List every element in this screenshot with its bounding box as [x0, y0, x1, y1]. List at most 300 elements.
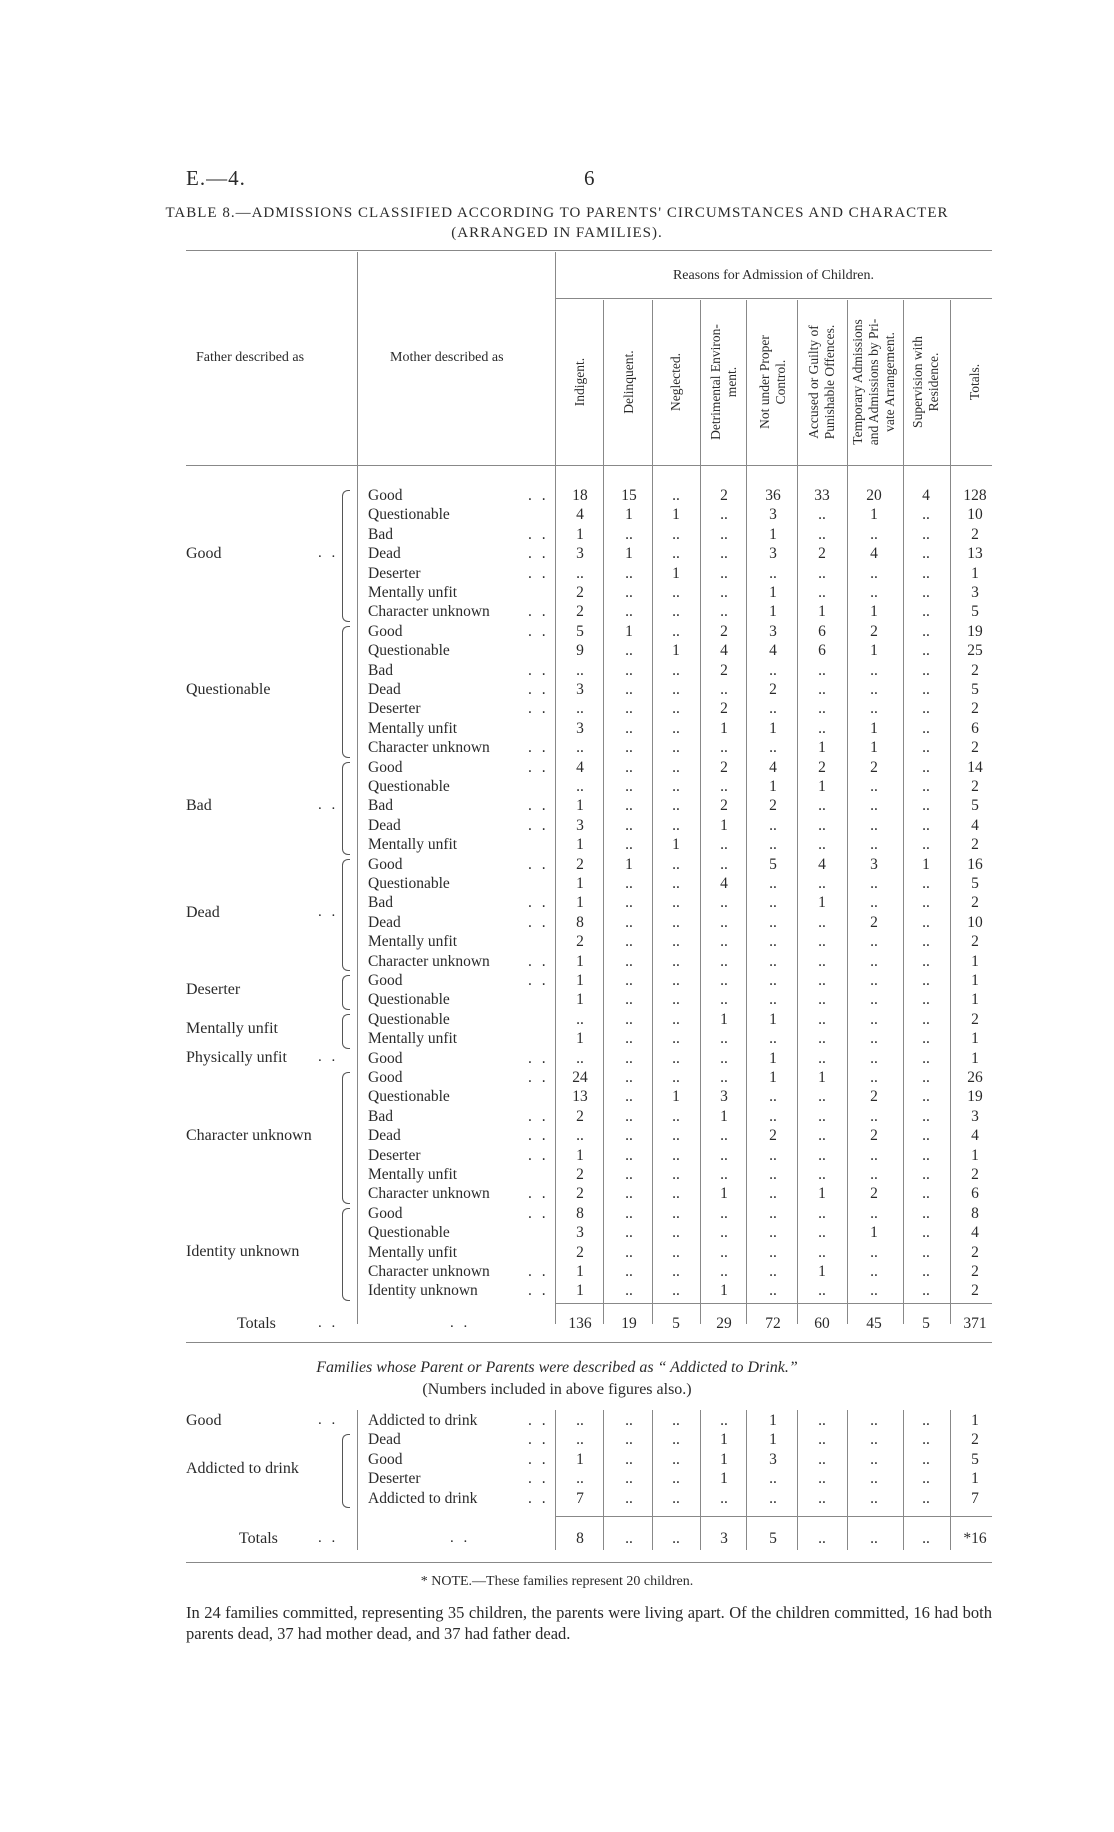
table-cell: 6	[971, 1185, 979, 1203]
table-cell: ..	[922, 1489, 930, 1507]
totals-rule	[555, 1303, 992, 1304]
table-cell: 2	[576, 1243, 584, 1261]
group-brace	[342, 1014, 350, 1049]
table-cell: 2	[971, 894, 979, 912]
table-cell: ..	[818, 1224, 826, 1242]
table-cell: ..	[870, 525, 878, 543]
mother-label: Good	[368, 855, 403, 873]
mother-label: Deserter	[368, 1470, 421, 1488]
table-cell: ..	[769, 816, 777, 834]
row-leader: . .	[528, 758, 549, 776]
table-cell: ..	[672, 1450, 680, 1468]
table-cell: 2	[870, 1127, 878, 1145]
mother-label: Bad	[368, 661, 393, 679]
table-cell: ..	[922, 545, 930, 563]
table-cell: 1	[576, 972, 584, 989]
mother-label: Dead	[368, 816, 401, 834]
table-cell: 1	[720, 816, 728, 834]
table-cell: ..	[818, 1204, 826, 1222]
mother-label: Dead	[368, 1431, 401, 1449]
table-cell: ..	[576, 1412, 584, 1429]
table-cell: ..	[922, 525, 930, 543]
table-cell: ..	[672, 1107, 680, 1125]
totals-cell: 60	[814, 1315, 830, 1332]
mother-label: Bad	[368, 1107, 393, 1125]
table-cell: 1	[672, 836, 680, 854]
table-cell: ..	[870, 933, 878, 951]
table-cell: 1	[720, 1107, 728, 1125]
row-leader: . .	[528, 952, 549, 970]
column-header-1	[621, 350, 637, 413]
table-cell: 2	[720, 487, 728, 504]
table-cell: ..	[818, 525, 826, 543]
table-cell: ..	[625, 1470, 633, 1488]
table-cell: ..	[672, 1049, 680, 1067]
table-cell: ..	[672, 816, 680, 834]
row-leader: . .	[528, 894, 549, 912]
table-cell: ..	[818, 972, 826, 989]
table-cell: ..	[870, 681, 878, 698]
table-cell: ..	[720, 584, 728, 601]
mother-label: Questionable	[368, 642, 450, 660]
table-cell: ..	[818, 1146, 826, 1164]
table-cell: ..	[818, 584, 826, 601]
reasons-rule	[555, 298, 992, 299]
table-cell: 4	[769, 642, 777, 660]
totals-label: Totals	[237, 1315, 276, 1332]
table-cell: 2	[971, 933, 979, 951]
father-label: Physically unfit	[186, 1049, 287, 1067]
table-cell: 1	[576, 1263, 584, 1280]
row-leader: . .	[528, 700, 549, 718]
table-cell: 2	[576, 855, 584, 873]
table-cell: ..	[720, 1166, 728, 1183]
table-cell: 2	[870, 913, 878, 931]
table-cell: ..	[625, 525, 633, 543]
table-cell: ..	[625, 1412, 633, 1429]
row-leader: . .	[528, 545, 549, 563]
table-cell: ..	[922, 875, 930, 892]
table-cell: ..	[672, 545, 680, 563]
table-cell: 3	[576, 719, 584, 737]
table-cell: ..	[870, 778, 878, 795]
table-cell: 2	[971, 1166, 979, 1183]
table-cell: ..	[870, 1146, 878, 1164]
table-cell: 4	[769, 758, 777, 776]
table-cell: 2	[576, 584, 584, 601]
mother-label: Dead	[368, 1127, 401, 1145]
table-cell: 2	[720, 700, 728, 718]
table-cell: ..	[769, 952, 777, 970]
table-cell: 1	[971, 1049, 979, 1067]
table-cell: 1	[870, 719, 878, 737]
table-cell: 5	[769, 855, 777, 873]
table-cell: 1	[576, 836, 584, 854]
table-cell: 2	[870, 1185, 878, 1203]
table-cell: ..	[672, 1185, 680, 1203]
table-cell: ..	[672, 991, 680, 1009]
mother-label: Dead	[368, 913, 401, 931]
mother-label: Good	[368, 487, 403, 504]
table-cell: 1	[672, 564, 680, 582]
table-cell: 8	[576, 913, 584, 931]
table-cell: ..	[625, 797, 633, 815]
totals-mother: . .	[450, 1315, 471, 1331]
families-totals-cell: ..	[672, 1530, 680, 1547]
table-cell: ..	[672, 719, 680, 737]
table-cell: 5	[971, 603, 979, 621]
table-cell: 24	[572, 1069, 588, 1086]
table-cell: ..	[625, 758, 633, 776]
table-cell: ..	[625, 1431, 633, 1449]
table-cell: ..	[672, 797, 680, 815]
table-cell: 6	[818, 642, 826, 660]
table-cell: ..	[576, 564, 584, 582]
table-cell: 1	[818, 603, 826, 621]
families-title: Families whose Parent or Parents were described as “ Addicted to Drink.”	[316, 1359, 798, 1376]
reasons-header: Reasons for Admission of Children.	[672, 268, 875, 283]
row-leader: . .	[528, 1204, 549, 1222]
table-cell: ..	[922, 952, 930, 970]
table-cell: 1	[672, 506, 680, 524]
totals-cell: 5	[672, 1315, 680, 1332]
totals-leader: . .	[318, 1315, 339, 1331]
table-cell: ..	[672, 913, 680, 931]
table-cell: ..	[870, 1282, 878, 1300]
table-cell: ..	[720, 681, 728, 698]
father-leader: . .	[318, 1049, 339, 1066]
header-bottom-rule	[186, 465, 992, 466]
table-cell: ..	[769, 1185, 777, 1203]
mother-label: Mentally unfit	[368, 719, 458, 737]
row-leader: . .	[528, 1146, 549, 1164]
column-header-line: Supervision with	[910, 336, 925, 428]
table-cell: ..	[818, 1450, 826, 1468]
table-cell: ..	[625, 1450, 633, 1468]
table-cell: 1	[576, 952, 584, 970]
row-leader: . .	[528, 564, 549, 582]
row-leader: . .	[528, 1107, 549, 1125]
table-cell: 1	[870, 1224, 878, 1242]
families-bottom-rule	[186, 1562, 992, 1563]
table-cell: ..	[625, 1069, 633, 1086]
table-cell: ..	[769, 1204, 777, 1222]
table-cell: 1	[576, 1146, 584, 1164]
group-brace	[342, 1208, 350, 1301]
row-leader: . .	[528, 603, 549, 621]
mother-label: Questionable	[368, 1224, 450, 1242]
table-cell: 1	[625, 545, 633, 563]
table-cell: ..	[922, 719, 930, 737]
table-cell: ..	[625, 972, 633, 989]
table-cell: ..	[769, 700, 777, 718]
table-cell: ..	[818, 816, 826, 834]
table-cell: 1	[720, 1470, 728, 1488]
table-cell: ..	[625, 933, 633, 951]
column-header-line: Punishable Offences.	[822, 324, 837, 440]
table-cell: ..	[576, 1127, 584, 1145]
table-cell: ..	[818, 1431, 826, 1449]
table-cell: ..	[769, 1107, 777, 1125]
table-cell: ..	[720, 1224, 728, 1242]
totals-cell: 371	[963, 1315, 987, 1332]
table-cell: ..	[625, 1030, 633, 1048]
table-cell: ..	[625, 1224, 633, 1242]
mother-label: Mentally unfit	[368, 1243, 458, 1261]
table-cell: 16	[967, 855, 983, 873]
table-cell: 1	[922, 855, 930, 873]
table-cell: 1	[576, 1282, 584, 1300]
table-cell: ..	[922, 700, 930, 718]
mother-label: Mentally unfit	[368, 836, 458, 854]
table-cell: 1	[576, 894, 584, 912]
table-cell: 2	[971, 778, 979, 795]
table-cell: ..	[818, 506, 826, 524]
families-totals-cell: 8	[576, 1530, 584, 1547]
table-cell: 2	[720, 622, 728, 640]
table-cell: ..	[625, 1049, 633, 1067]
table-cell: ..	[720, 972, 728, 989]
totals-cell: 19	[621, 1315, 637, 1332]
table-cell: 25	[967, 642, 983, 660]
mother-label: Mentally unfit	[368, 1166, 458, 1183]
table-cell: ..	[818, 933, 826, 951]
table-cell: 2	[870, 1088, 878, 1106]
table-cell: ..	[625, 816, 633, 834]
table-cell: ..	[818, 913, 826, 931]
table-cell: ..	[625, 894, 633, 912]
mother-label: Good	[368, 972, 403, 989]
table-cell: 1	[870, 739, 878, 757]
table-cell: ..	[769, 1489, 777, 1507]
table-cell: ..	[720, 933, 728, 951]
table-cell: ..	[818, 991, 826, 1009]
row-leader: . .	[528, 1282, 549, 1300]
mother-label: Good	[368, 758, 403, 776]
mother-label: Character unknown	[368, 739, 490, 757]
table-cell: ..	[625, 1088, 633, 1106]
table-cell: ..	[870, 894, 878, 912]
table-cell: 1	[971, 952, 979, 970]
table-cell: ..	[672, 1470, 680, 1488]
table-cell: ..	[769, 1166, 777, 1183]
table-cell: ..	[922, 603, 930, 621]
table-cell: ..	[720, 1489, 728, 1507]
table-top-rule	[186, 250, 992, 251]
mother-label: Character unknown	[368, 1185, 490, 1203]
column-header-line: Not under Proper	[757, 335, 772, 429]
table-cell: ..	[672, 1243, 680, 1261]
table-cell: 2	[576, 933, 584, 951]
table-cell: 1	[625, 855, 633, 873]
table-cell: ..	[672, 1489, 680, 1507]
table-cell: 5	[971, 1450, 979, 1468]
table-cell: ..	[672, 525, 680, 543]
row-leader: . .	[528, 1470, 549, 1488]
table-cell: ..	[769, 564, 777, 582]
table-cell: ..	[625, 739, 633, 757]
table-cell: 2	[971, 700, 979, 718]
table-cell: 6	[971, 719, 979, 737]
table-cell: ..	[625, 700, 633, 718]
table-cell: ..	[720, 913, 728, 931]
table-cell: ..	[672, 1166, 680, 1183]
table-cell: ..	[672, 952, 680, 970]
table-cell: ..	[870, 1263, 878, 1280]
table-cell: ..	[818, 1127, 826, 1145]
table-cell: ..	[625, 952, 633, 970]
mother-label: Questionable	[368, 506, 450, 524]
column-header-7	[910, 336, 942, 428]
table-cell: 1	[870, 506, 878, 524]
table-cell: ..	[625, 661, 633, 679]
table-cell: ..	[922, 1146, 930, 1164]
table-cell: 1	[769, 1069, 777, 1086]
mother-label: Identity unknown	[368, 1282, 478, 1300]
table-cell: 3	[576, 681, 584, 698]
row-leader: . .	[528, 739, 549, 757]
table-cell: ..	[922, 564, 930, 582]
mother-label: Good	[368, 1204, 403, 1222]
table-cell: ..	[769, 1243, 777, 1261]
table-cell: ..	[870, 564, 878, 582]
totals-cell: 5	[922, 1315, 930, 1332]
table-cell: ..	[769, 1030, 777, 1048]
table-cell: ..	[625, 836, 633, 854]
table-cell: ..	[672, 700, 680, 718]
row-leader: . .	[528, 855, 549, 873]
column-header-line: Residence.	[926, 352, 941, 412]
row-leader: . .	[528, 487, 549, 504]
table-cell: ..	[818, 1030, 826, 1048]
totals-cell: 29	[716, 1315, 732, 1332]
table-cell: ..	[672, 778, 680, 795]
table-cell: ..	[922, 972, 930, 989]
table-cell: ..	[922, 1088, 930, 1106]
table-cell: ..	[720, 1069, 728, 1086]
table-cell: ..	[720, 506, 728, 524]
table-cell: ..	[720, 1243, 728, 1261]
mother-label: Dead	[368, 545, 401, 563]
table-cell: ..	[922, 1030, 930, 1048]
group-brace	[342, 1434, 350, 1508]
column-header-line: vate Arrangement.	[882, 332, 897, 432]
table-cell: ..	[870, 661, 878, 679]
mother-label: Bad	[368, 525, 393, 543]
table-cell: ..	[870, 972, 878, 989]
table-cell: 2	[971, 1010, 979, 1028]
table-cell: ..	[870, 1412, 878, 1429]
father-label: Bad	[186, 797, 212, 815]
father-label: Good	[186, 544, 222, 562]
table-cell: 4	[818, 855, 826, 873]
table-cell: ..	[625, 642, 633, 660]
table-cell: ..	[625, 1107, 633, 1125]
table-cell: ..	[922, 1450, 930, 1468]
table-cell: 26	[967, 1069, 983, 1086]
footnote: * NOTE.—These families represent 20 children.	[420, 1574, 694, 1589]
table-cell: 4	[720, 875, 728, 892]
table-cell: ..	[672, 603, 680, 621]
totals-cell: 72	[765, 1315, 781, 1332]
table-cell: ..	[870, 1166, 878, 1183]
table-cell: ..	[625, 1263, 633, 1280]
column-header-3	[708, 324, 740, 440]
table-cell: ..	[625, 1146, 633, 1164]
table-cell: ..	[818, 1412, 826, 1429]
table-cell: 1	[971, 1412, 979, 1429]
table-cell: 2	[818, 758, 826, 776]
table-cell: ..	[672, 933, 680, 951]
table-cell: ..	[672, 739, 680, 757]
table-cell: ..	[672, 1069, 680, 1086]
mother-label: Deserter	[368, 700, 421, 718]
table-cell: ..	[625, 913, 633, 931]
table-cell: 5	[971, 681, 979, 698]
table-cell: 1	[672, 642, 680, 660]
father-leader: . .	[318, 903, 339, 920]
table-cell: ..	[672, 1282, 680, 1300]
table-cell: ..	[922, 836, 930, 854]
table-cell: ..	[818, 1243, 826, 1261]
father-leader: . .	[318, 797, 339, 814]
mother-label: Character unknown	[368, 603, 490, 621]
table-cell: 1	[870, 642, 878, 660]
row-leader: . .	[528, 1185, 549, 1203]
father-column-header: Father described as	[196, 350, 305, 365]
table-cell: ..	[720, 855, 728, 873]
table-cell: 4	[576, 758, 584, 776]
table-cell: 1	[971, 1470, 979, 1488]
table-cell: ..	[818, 661, 826, 679]
table-cell: ..	[922, 778, 930, 795]
table-cell: ..	[672, 875, 680, 892]
table-cell: 1	[971, 972, 979, 989]
table-cell: ..	[818, 797, 826, 815]
table-cell: ..	[576, 700, 584, 718]
table-cell: ..	[922, 739, 930, 757]
column-header-0	[572, 358, 588, 406]
table-cell: 1	[576, 797, 584, 815]
table-cell: ..	[870, 584, 878, 601]
father-label: Questionable	[186, 680, 271, 698]
table-cell: ..	[720, 1204, 728, 1222]
table-cell: 1	[769, 1049, 777, 1067]
mother-label: Character unknown	[368, 1263, 490, 1280]
table-cell: 2	[576, 603, 584, 621]
table-cell: ..	[672, 1412, 680, 1429]
table-cell: ..	[818, 1107, 826, 1125]
table-cell: 5	[971, 797, 979, 815]
table-cell: ..	[576, 661, 584, 679]
table-title: TABLE 8.—ADMISSIONS CLASSIFIED ACCORDING TO PARENTS' CIRCUMSTANCES AND CHARACTER	[165, 205, 949, 221]
father-label: Addicted to drink	[186, 1460, 299, 1478]
row-leader: . .	[528, 816, 549, 834]
table-cell: 1	[576, 525, 584, 543]
table-cell: ..	[769, 894, 777, 912]
column-header-2	[668, 353, 684, 411]
column-header-4	[757, 335, 789, 429]
group-brace	[342, 859, 350, 971]
table-cell: 1	[576, 1030, 584, 1048]
table-cell: ..	[625, 681, 633, 698]
row-leader: . .	[528, 622, 549, 640]
table-cell: 1	[576, 875, 584, 892]
table-cell: ..	[720, 1412, 728, 1429]
table-cell: ..	[818, 1010, 826, 1028]
table-cell: 10	[967, 913, 983, 931]
table-cell: ..	[769, 991, 777, 1009]
